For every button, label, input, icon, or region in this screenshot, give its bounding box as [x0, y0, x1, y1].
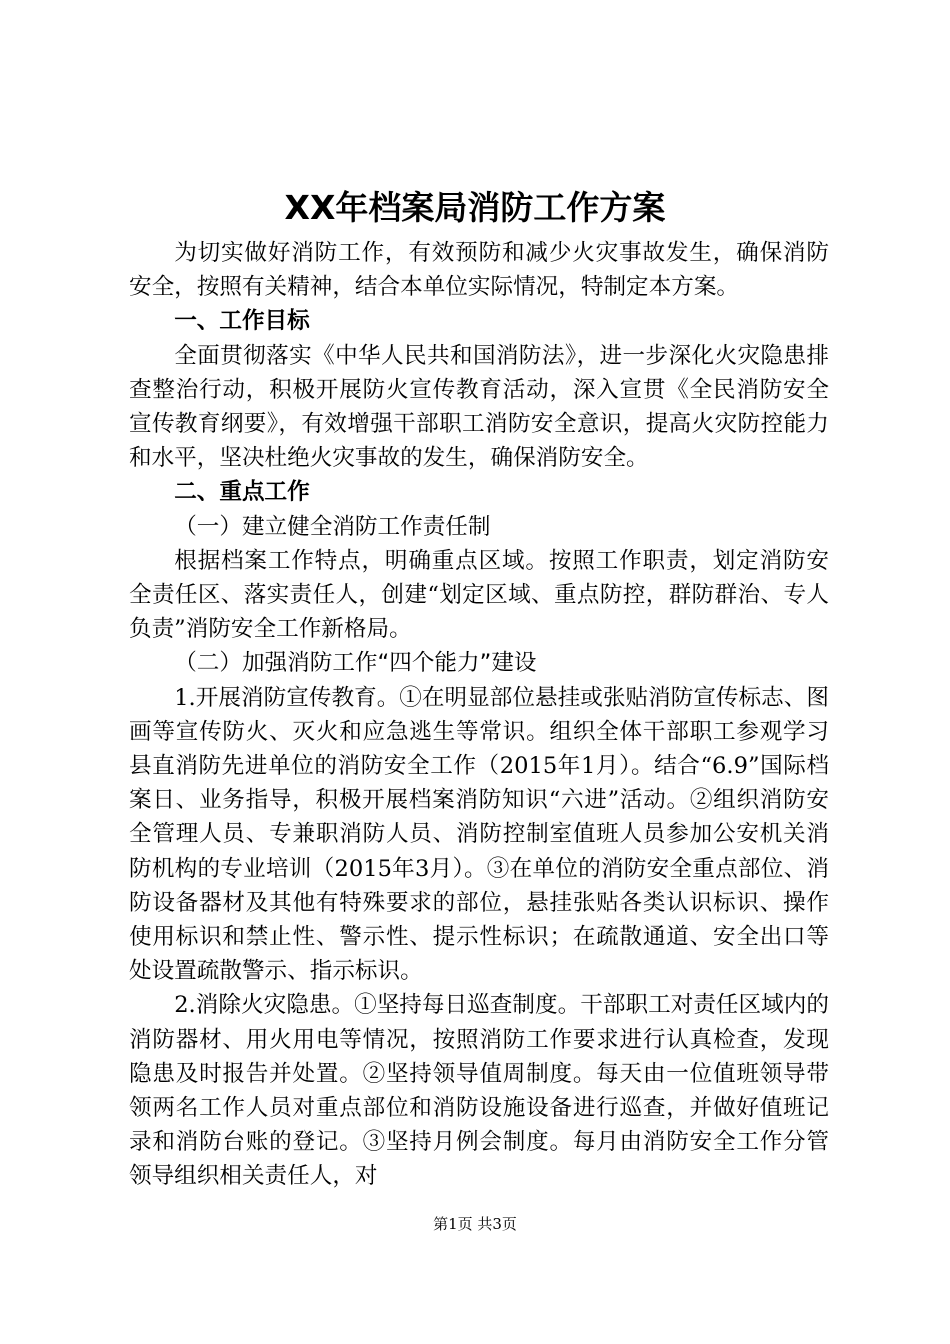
capabilities-item-2: 2.消除火灾隐患。①坚持每日巡查制度。干部职工对责任区域内的消防器材、用火用电等情况，按照消防工作要求进行认真检查，发现隐患及时报告并处置。②坚持领导值周制度。每天由一位值班领导带领两名工作人员对重点部位和消防设施设备进行巡查，并做好值班记录和消防台账的登记。③坚持月例会制度。每月由消防安全工作分管领导组织相关责任人，对 — [129, 992, 829, 1190]
subsection-heading-responsibility: （一）建立健全消防工作责任制 — [174, 513, 491, 540]
section-heading-key-work: 二、重点工作 — [174, 479, 310, 506]
document-title: XX年档案局消防工作方案 — [284, 188, 666, 227]
capabilities-item-1: 1.开展消防宣传教育。①在明显部位悬挂或张贴消防宣传标志、图画等宣传防火、灭火和应急逃生等常识。组织全体干部职工参观学习县直消防先进单位的消防安全工作（2015年1月）。结合“6.9”国际档案日、业务指导，积极开展档案消防知识“六进”活动。②组织消防安全管理人员、专兼职消防人员、消防控制室值班人员参加公安机关消防机构的专业培训（2015年3月）。③在单位的消防安全重点部位、消防设备器材及其他有特殊要求的部位，悬挂张贴各类认识标识、操作使用标识和禁止性、警示性、提示性标识；在疏散通道、安全出口等处设置疏散警示、指示标识。 — [129, 684, 829, 985]
intro-paragraph: 为切实做好消防工作，有效预防和减少火灾事故发生，确保消防安全，按照有关精神，结合本单位实际情况，特制定本方案。 — [129, 240, 829, 301]
subsection-heading-capabilities: （二）加强消防工作“四个能力”建设 — [174, 650, 537, 677]
document-body — [129, 236, 829, 1194]
responsibility-paragraph: 根据档案工作特点，明确重点区域。按照工作职责，划定消防安全责任区、落实责任人，创建“划定区域、重点防控，群防群治、专人负责”消防安全工作新格局。 — [129, 547, 829, 643]
goals-paragraph: 全面贯彻落实《中华人民共和国消防法》，进一步深化火灾隐患排查整治行动，积极开展防火宣传教育活动，深入宣贯《全民消防安全宣传教育纲要》，有效增强干部职工消防安全意识，提高火灾防控能力和水平，坚决杜绝火灾事故的发生，确保消防安全。 — [129, 342, 829, 472]
section-heading-goals: 一、工作目标 — [174, 308, 310, 335]
page-footer: 第1页 共3页 — [433, 1215, 517, 1233]
